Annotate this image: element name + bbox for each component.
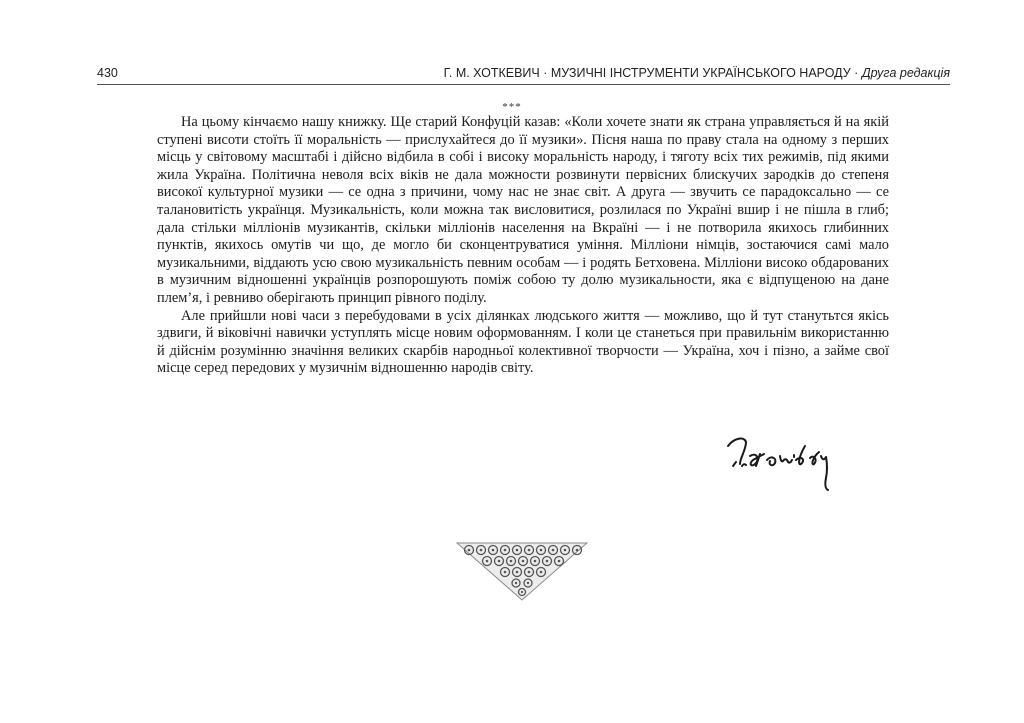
paragraph: На цьому кінчаємо нашу книжку. Ще старий Конфуцій казав: «Коли хочете знати як страна управляється й на якій ступені висоти стоїть її моральність — прислухайтеся до її музики». Пісня наша по праву стала на одному з перших місць у світовому масштабі і дійсно відбила в собі і високу моральність народу, і тяготу всіх тих режимів, під якими жила Україна. Політична неволя всіх віків не дала можности розвинути первісних блискучих зародків до степеня високої культурної музики — се одна з причини, чому нас не знає світ. А друга — звучить се парадоксально — се талановитість українця. Музикальність, коли можна так висловитися, розлилася по Україні вшир і не пішла в глиб; дала стільки мілліонів музикантів, скільки мілліонів населення на Вкраїні — і не потворила якихось глибинних пунктів, якихось омутів чи що, де могло би сконцентруватися уміння. Мілліони німців, зостаючися самі мало музикальними, віддають усю свою музикальність певним особам — і родять Бетховена. Мілліони високо обдарованих в музичним відношенні українців розпорошують поміж собою ту долю музикальности, яка є відпущеною на дане плем’я, і ревниво оберігають принцип рівного поділу. bbox=[157, 114, 889, 306]
running-head bbox=[97, 66, 950, 84]
section-separator: *** bbox=[502, 101, 522, 113]
header-rule bbox=[97, 84, 950, 85]
body-text bbox=[157, 114, 889, 378]
book-title-text: Г. М. ХОТКЕВИЧ · МУЗИЧНІ ІНСТРУМЕНТИ УКРАЇНСЬКОГО НАРОДУ · bbox=[443, 66, 862, 80]
page-number: 430 bbox=[97, 66, 118, 80]
paragraph: Але прийшли нові часи з перебудовами в усіх ділянках людського життя — можливо, що й тут станутьтся якісь здвиги, й віковічні навички уступлять місце новим оформованням. І коли це станеться при правильнім використанню й дійснім розумінню значіння великих скарбів народньої колективної творчости — Україна, хоч і пізно, а займе свої місце серед передових у музичнім відношенню народів світу. bbox=[157, 307, 889, 377]
book-title bbox=[444, 66, 950, 80]
ornament-icon bbox=[455, 540, 589, 602]
edition-label: Друга редакція bbox=[861, 66, 950, 80]
author-signature bbox=[720, 430, 845, 492]
